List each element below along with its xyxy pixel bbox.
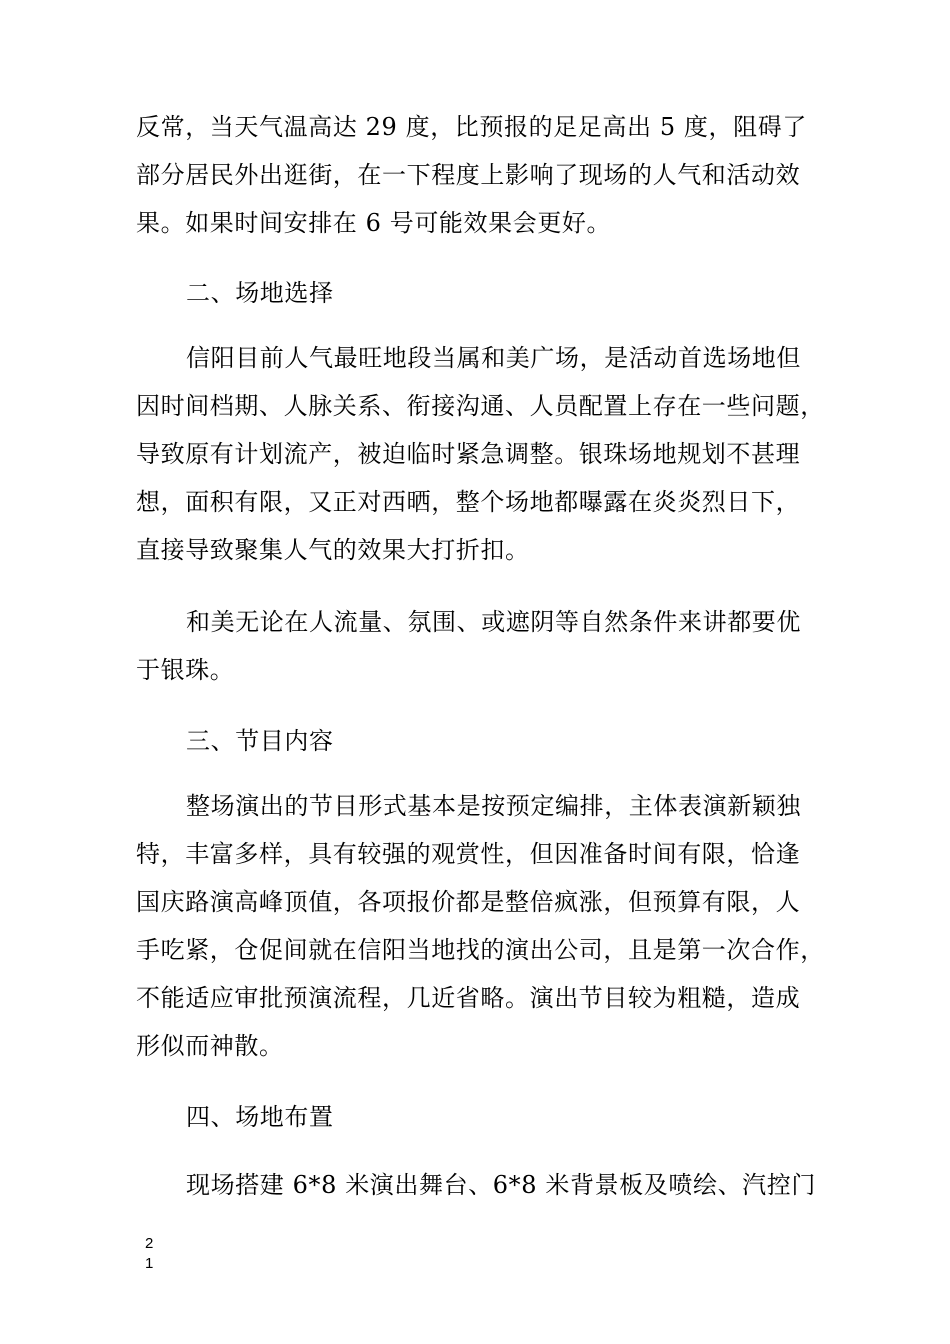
text-line: 想，面积有限，又正对西晒，整个场地都曝露在炎炎烈日下， — [136, 488, 801, 516]
text-line: 因时间档期、人脉关系、衔接沟通、人员配置上存在一些问题， — [136, 392, 825, 420]
text-line: 信阳目前人气最旺地段当属和美广场，是活动首选场地但 — [186, 344, 801, 372]
text-line: 于银珠。 — [136, 656, 235, 684]
text-line: 和美无论在人流量、氛围、或遮阴等自然条件来讲都要优 — [186, 608, 801, 636]
text-line: 部分居民外出逛街，在一下程度上影响了现场的人气和活动效 — [136, 161, 801, 189]
text-line: 果。如果时间安排在 6 号可能效果会更好。 — [136, 209, 612, 237]
text-line: 形似而神散。 — [136, 1032, 284, 1060]
text-line: 三、节目内容 — [186, 727, 334, 755]
text-line: 直接导致聚集人气的效果大打折扣。 — [136, 536, 530, 564]
text-line: 反常，当天气温高达 29 度，比预报的足足高出 5 度，阻碍了 — [136, 113, 807, 141]
text-line: 整场演出的节目形式基本是按预定编排，主体表演新颖独 — [186, 792, 801, 820]
page-number-digit: 2 — [145, 1235, 154, 1252]
text-line: 国庆路演高峰顶值，各项报价都是整倍疯涨，但预算有限，人 — [136, 888, 801, 916]
text-line: 特，丰富多样，具有较强的观赏性，但因准备时间有限，恰逢 — [136, 840, 801, 868]
text-line: 手吃紧，仓促间就在信阳当地找的演出公司，且是第一次合作， — [136, 936, 825, 964]
text-line: 现场搭建 6*8 米演出舞台、6*8 米背景板及喷绘、汽控门 — [186, 1171, 816, 1199]
text-line: 二、场地选择 — [186, 279, 334, 307]
text-line: 导致原有计划流产，被迫临时紧急调整。银珠场地规划不甚理 — [136, 440, 801, 468]
page-number-digit: 1 — [145, 1255, 154, 1272]
text-line: 四、场地布置 — [186, 1103, 334, 1131]
text-line: 不能适应审批预演流程，几近省略。演出节目较为粗糙，造成 — [136, 984, 801, 1012]
